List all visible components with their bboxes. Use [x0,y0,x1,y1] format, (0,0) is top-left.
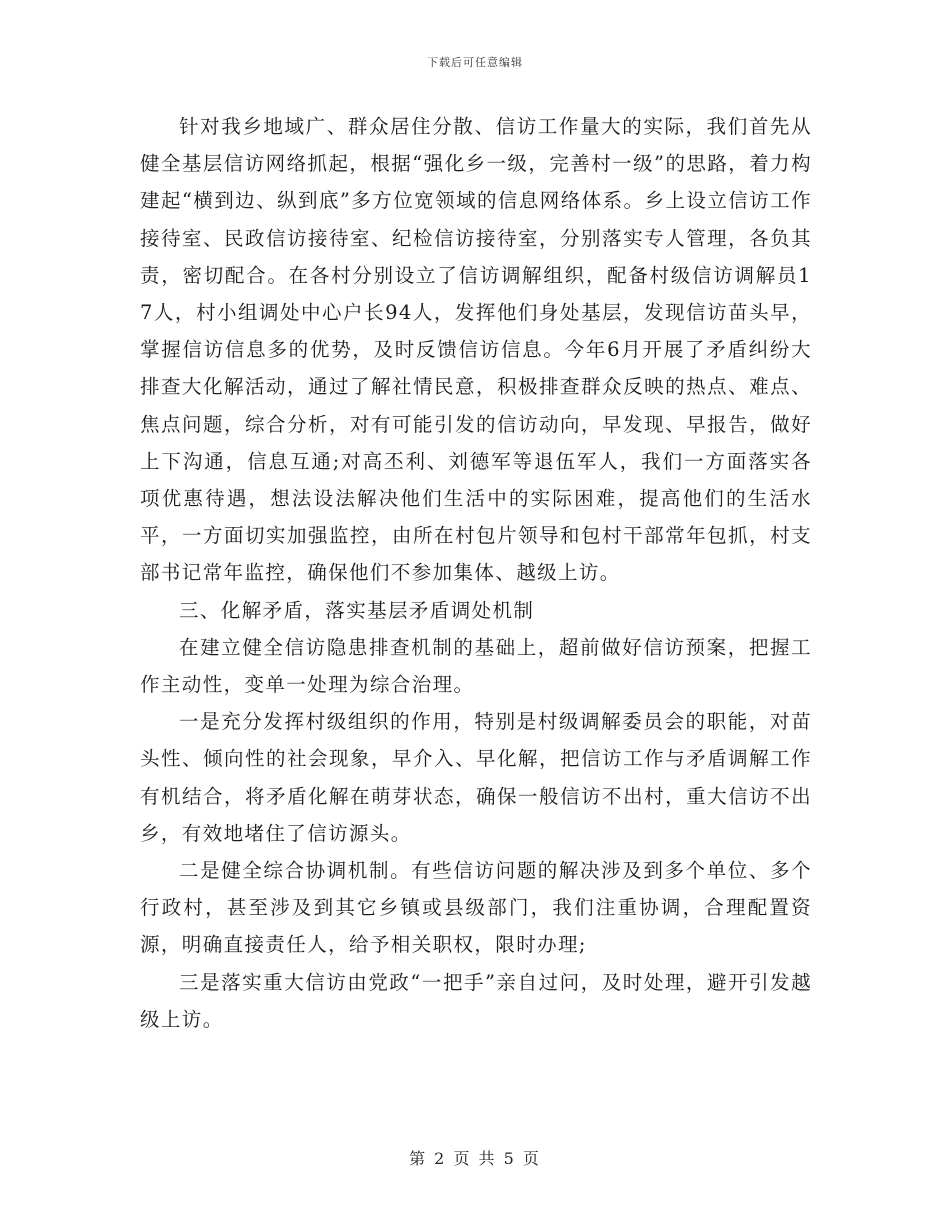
paragraph-intro-3: 在建立健全信访隐患排查机制的基础上，超前做好信访预案，把握工作主动性，变单一处理为综合治理。 [140,635,812,697]
paragraph-network: 针对我乡地域广、群众居住分散、信访工作量大的实际，我们首先从健全基层信访网络抓起，根据“强化乡一级，完善村一级”的思路，着力构建起“横到边、纵到底”多方位宽领域的信息网络体系。乡上设立信访工作接待室、民政信访接待室、纪检信访接待室，分别落实专人管理，各负其责，密切配合。在各村分别设立了信访调解组织，配备村级信访调解员17人，村小组调处中心户长94人，发挥他们身处基层，发现信访苗头早，掌握信访信息多的优势，及时反馈信访信息。今年6月开展了矛盾纠纷大排查大化解活动，通过了解社情民意，积极排查群众反映的热点、难点、焦点问题，综合分析，对有可能引发的信访动向，早发现、早报告，做好上下沟通，信息互通;对高丕利、刘德军等退伍军人，我们一方面落实各项优惠待遇，想法设法解决他们生活中的实际困难，提高他们的生活水平，一方面切实加强监控，由所在村包片领导和包村干部常年包抓，村支部书记常年监控，确保他们不参加集体、越级上访。 [140,115,812,585]
paragraph-point-1: 一是充分发挥村级组织的作用，特别是村级调解委员会的职能，对苗头性、倾向性的社会现象，早介入、早化解，把信访工作与矛盾调解工作有机结合，将矛盾化解在萌芽状态，确保一般信访不出村，重大信访不出乡，有效地堵住了信访源头。 [140,710,812,845]
page-number: 第 2 页 共 5 页 [409,1149,541,1168]
paragraph-point-3: 三是落实重大信访由党政“一把手”亲自过问，及时处理，避开引发越级上访。 [140,970,812,1031]
document-body [140,108,812,1038]
section-heading-3: 三、化解矛盾，落实基层矛盾调处机制 [179,598,535,622]
page-header: 下载后可任意编辑 [427,56,523,69]
paragraph-point-2: 二是健全综合协调机制。有些信访问题的解决涉及到多个单位、多个行政村，甚至涉及到其它乡镇或县级部门，我们注重协调，合理配置资源，明确直接责任人，给予相关职权，限时办理; [140,859,812,957]
